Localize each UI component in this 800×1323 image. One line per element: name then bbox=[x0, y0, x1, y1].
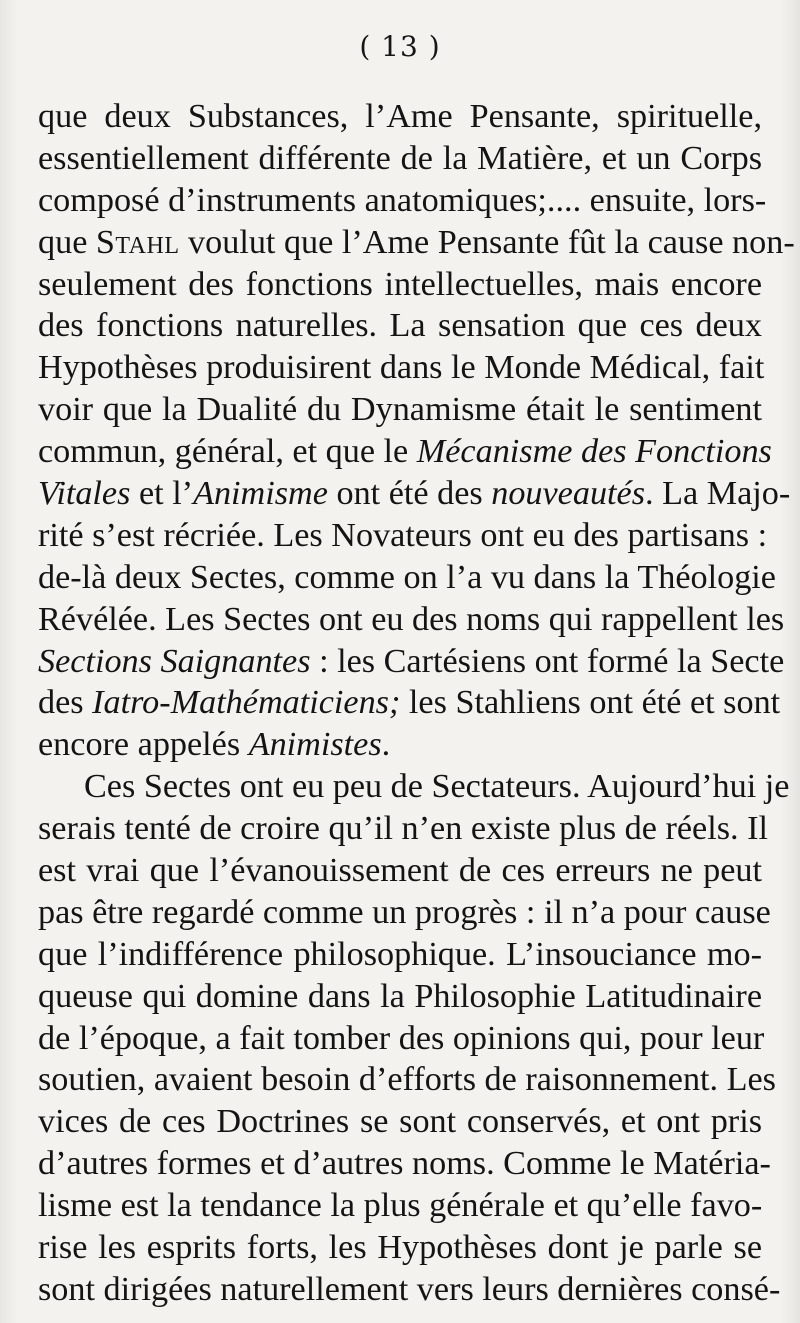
text-segment: de-là deux Sectes, comme on l’a vu dans la Théologie bbox=[38, 558, 776, 596]
text-segment: vices de ces Doctrines se sont conservés, et ont pris bbox=[38, 1103, 762, 1141]
text-segment: des fonctions naturelles. La sensation que ces deux bbox=[38, 307, 762, 345]
text-line bbox=[38, 138, 762, 180]
text-segment: que deux Substances, l’Ame Pensante, spirituelle, bbox=[38, 98, 762, 135]
italic-text: nouveautés bbox=[491, 475, 646, 513]
text-line bbox=[38, 264, 762, 306]
text-line bbox=[38, 1143, 771, 1185]
italic-text: Animistes bbox=[248, 726, 382, 764]
text-line bbox=[38, 389, 762, 431]
text-line bbox=[38, 976, 762, 1018]
text-line bbox=[38, 1269, 781, 1311]
text-segment: que bbox=[38, 223, 96, 261]
text-line bbox=[38, 305, 762, 347]
text-line bbox=[38, 641, 785, 683]
text-line bbox=[38, 1185, 762, 1227]
text-segment: pas être regardé comme un progrès : il n’a pour cause bbox=[38, 893, 771, 931]
text-line bbox=[38, 96, 762, 138]
text-line bbox=[38, 850, 762, 892]
text-line bbox=[38, 682, 781, 724]
text-line bbox=[38, 515, 768, 557]
text-segment: Ces Sectes ont eu peu de Sectateurs. Aujourd’hui je bbox=[84, 768, 790, 806]
text-segment: lisme est la tendance la plus générale et qu’elle favo- bbox=[38, 1187, 763, 1225]
italic-text: Vitales bbox=[38, 475, 131, 513]
text-segment: . La Majo- bbox=[645, 475, 791, 513]
text-segment: que l’indifférence philosophique. L’insouciance mo- bbox=[38, 935, 762, 973]
italic-text: Iatro-Mathématiciens; bbox=[92, 684, 401, 722]
text-line bbox=[38, 1101, 762, 1143]
text-line bbox=[38, 1018, 765, 1060]
text-segment: essentiellement différente de la Matière, et un Corps bbox=[38, 139, 762, 177]
text-segment: Hypothèses produisirent dans le Monde Médical, fait bbox=[38, 349, 765, 387]
text-line bbox=[38, 347, 765, 389]
text-line bbox=[38, 808, 769, 850]
text-segment: est vrai que l’évanouissement de ces erreurs ne peut bbox=[38, 852, 762, 890]
text-line bbox=[38, 1227, 762, 1269]
text-segment: des bbox=[38, 684, 93, 722]
text-line bbox=[38, 1059, 776, 1101]
text-segment: serais tenté de croire qu’il n’en existe plus de réels. Il bbox=[38, 810, 769, 848]
text-line bbox=[38, 557, 776, 599]
page-number: ( 13 ) bbox=[359, 30, 441, 63]
text-line bbox=[38, 766, 790, 808]
text-segment: d’autres formes et d’autres noms. Comme le Matéria- bbox=[38, 1145, 771, 1183]
text-segment: les Stahliens ont été et sont bbox=[400, 684, 781, 722]
text-segment: composé d’instruments anatomiques;.... ensuite, lors- bbox=[38, 181, 767, 219]
small-caps-text: Stahl bbox=[95, 223, 180, 261]
text-segment: encore appelés bbox=[38, 726, 249, 764]
text-segment: seulement des fonctions intellectuelles, mais encore bbox=[38, 265, 762, 303]
italic-text: Mécanisme des Fonctions bbox=[416, 433, 772, 471]
text-segment: et l’ bbox=[130, 475, 194, 513]
text-line bbox=[38, 222, 795, 264]
text-segment: . bbox=[381, 726, 391, 764]
text-line bbox=[38, 180, 767, 222]
text-segment: commun, général, et que le bbox=[38, 433, 417, 471]
text-segment: queuse qui domine dans la Philosophie Latitudinaire bbox=[38, 977, 762, 1015]
text-line bbox=[38, 724, 762, 766]
text-segment: : les Cartésiens ont formé la Secte bbox=[310, 642, 785, 680]
body-text bbox=[38, 96, 795, 1311]
text-segment: soutien, avaient besoin d’efforts de raisonnement. Les bbox=[38, 1061, 776, 1099]
text-line bbox=[38, 473, 791, 515]
text-segment: de l’époque, a fait tomber des opinions qui, pour leur bbox=[38, 1019, 765, 1057]
text-segment: voulut que l’Ame Pensante fût la cause non- bbox=[179, 223, 795, 261]
text-line bbox=[38, 934, 762, 976]
text-line bbox=[38, 599, 785, 641]
italic-text: Animisme bbox=[193, 475, 328, 513]
text-segment: sont dirigées naturellement vers leurs dernières consé- bbox=[38, 1270, 781, 1308]
text-segment: voir que la Dualité du Dynamisme était le sentiment bbox=[38, 391, 762, 429]
italic-text: Sections Saignantes bbox=[38, 642, 311, 680]
text-segment: rise les esprits forts, les Hypothèses dont je parle se bbox=[38, 1229, 762, 1267]
text-line bbox=[38, 892, 771, 934]
text-segment: ont été des bbox=[327, 475, 492, 513]
text-segment: rité s’est récriée. Les Novateurs ont eu des partisans : bbox=[38, 516, 768, 554]
text-line bbox=[38, 431, 772, 473]
text-segment: Révélée. Les Sectes ont eu des noms qui rappellent les bbox=[38, 600, 785, 638]
